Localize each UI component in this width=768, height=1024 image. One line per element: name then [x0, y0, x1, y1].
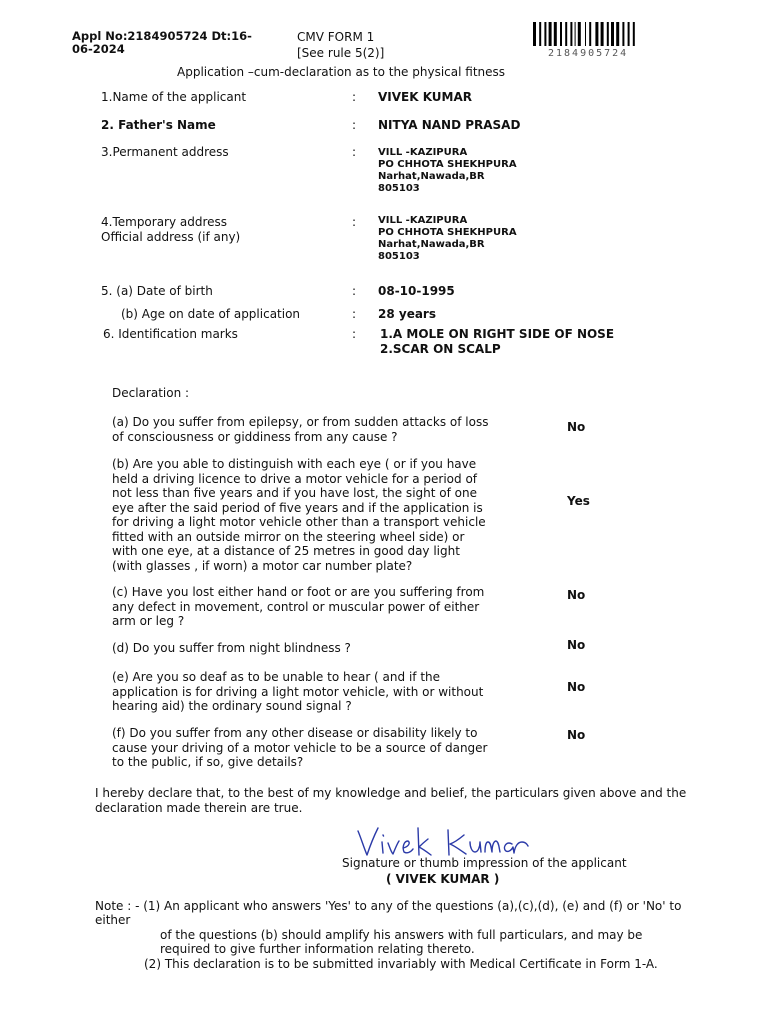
temporary-address-value	[378, 215, 517, 263]
question-a: (a) Do you suffer from epilepsy, or from sudden attacks of loss of consciousness or giddiness from any cause ?	[112, 415, 489, 444]
address-line: Narhat,Nawada,BR	[378, 171, 485, 182]
answer-f: No	[567, 728, 586, 742]
colon: :	[352, 215, 357, 229]
colon: :	[352, 307, 357, 321]
form-rule: [See rule 5(2)]	[297, 46, 385, 60]
answer-e: No	[567, 680, 586, 694]
permanent-address-label: 3.Permanent address	[101, 145, 229, 159]
address-line: VILL -KAZIPURA	[378, 147, 468, 158]
question-f: (f) Do you suffer from any other disease or disability likely to cause your driving of a motor vehicle to be a source of danger to the public, if so, give details?	[112, 726, 488, 769]
application-number: Appl No:2184905724 Dt:16-06-2024	[72, 29, 252, 56]
age-label: (b) Age on date of application	[121, 307, 301, 321]
colon: :	[352, 145, 357, 159]
name-label: 1.Name of the applicant	[101, 90, 247, 104]
declaration-heading: Declaration :	[112, 386, 190, 400]
signature-name: ( VIVEK KUMAR )	[386, 872, 500, 886]
barcode-number: 2184905724	[548, 48, 629, 59]
question-e: (e) Are you so deaf as to be unable to hear ( and if the application is for driving a light motor vehicle, with or without hearing aid) the ordinary sound signal ?	[112, 670, 484, 713]
identification-marks-label: 6. Identification marks	[103, 327, 238, 341]
dob-value: 08-10-1995	[378, 284, 455, 298]
question-d: (d) Do you suffer from night blindness ?	[112, 641, 351, 655]
note-1: Note : - (1) An applicant who answers 'Yes' to any of the questions (a),(c),(d), (e) and (f) or 'No' to either	[95, 899, 682, 927]
colon: :	[352, 90, 357, 104]
answer-a: No	[567, 420, 586, 434]
identification-mark-1: 1.A MOLE ON RIGHT SIDE OF NOSE	[380, 327, 615, 341]
address-line: 805103	[378, 251, 420, 262]
father-label: 2. Father's Name	[101, 118, 216, 132]
dob-label: 5. (a) Date of birth	[101, 284, 213, 298]
answer-c: No	[567, 588, 586, 602]
name-value: VIVEK KUMAR	[378, 90, 473, 104]
address-line: PO CHHOTA SHEKHPURA	[378, 227, 517, 238]
address-line: PO CHHOTA SHEKHPURA	[378, 159, 517, 170]
age-value: 28 years	[378, 307, 436, 321]
address-line: Narhat,Nawada,BR	[378, 239, 485, 250]
barcode-icon	[533, 22, 685, 46]
colon: :	[352, 118, 357, 132]
identification-mark-2: 2.SCAR ON SCALP	[380, 342, 501, 356]
colon: :	[352, 327, 357, 341]
answer-d: No	[567, 638, 586, 652]
note-1-continued: of the questions (b) should amplify his answers with full particulars, and may be required to give further information relating thereto.	[160, 928, 643, 956]
question-b: (b) Are you able to distinguish with each eye ( or if you have held a driving licence to drive a motor vehicle for a period of not less than five years and if you have lost, the sight of one eye after the said period of five years and if the application is for driving a light motor vehicle other than a transport vehicle fitted with an outside mirror on the steering wheel side) or with one eye, at a distance of 25 metres in good day light (with glasses , if worn) a motor car number plate?	[112, 457, 486, 573]
question-c: (c) Have you lost either hand or foot or are you suffering from any defect in movement, control or muscular power of either arm or leg ?	[112, 585, 485, 628]
official-address-label: Official address (if any)	[101, 230, 241, 244]
form-title: Application –cum-declaration as to the physical fitness	[177, 65, 506, 79]
address-line: VILL -KAZIPURA	[378, 215, 468, 226]
colon: :	[352, 284, 357, 298]
father-value: NITYA NAND PRASAD	[378, 118, 521, 132]
declaration-statement: I hereby declare that, to the best of my knowledge and belief, the particulars given above and the declaration made therein are true.	[95, 786, 687, 815]
signature-caption: Signature or thumb impression of the applicant	[342, 856, 627, 870]
note-2: (2) This declaration is to be submitted invariably with Medical Certificate in Form 1-A.	[144, 957, 658, 971]
permanent-address-value	[378, 147, 517, 195]
answer-b: Yes	[567, 494, 590, 508]
form-name: CMV FORM 1	[297, 30, 375, 44]
address-line: 805103	[378, 183, 420, 194]
temporary-address-label: 4.Temporary address	[101, 215, 228, 229]
